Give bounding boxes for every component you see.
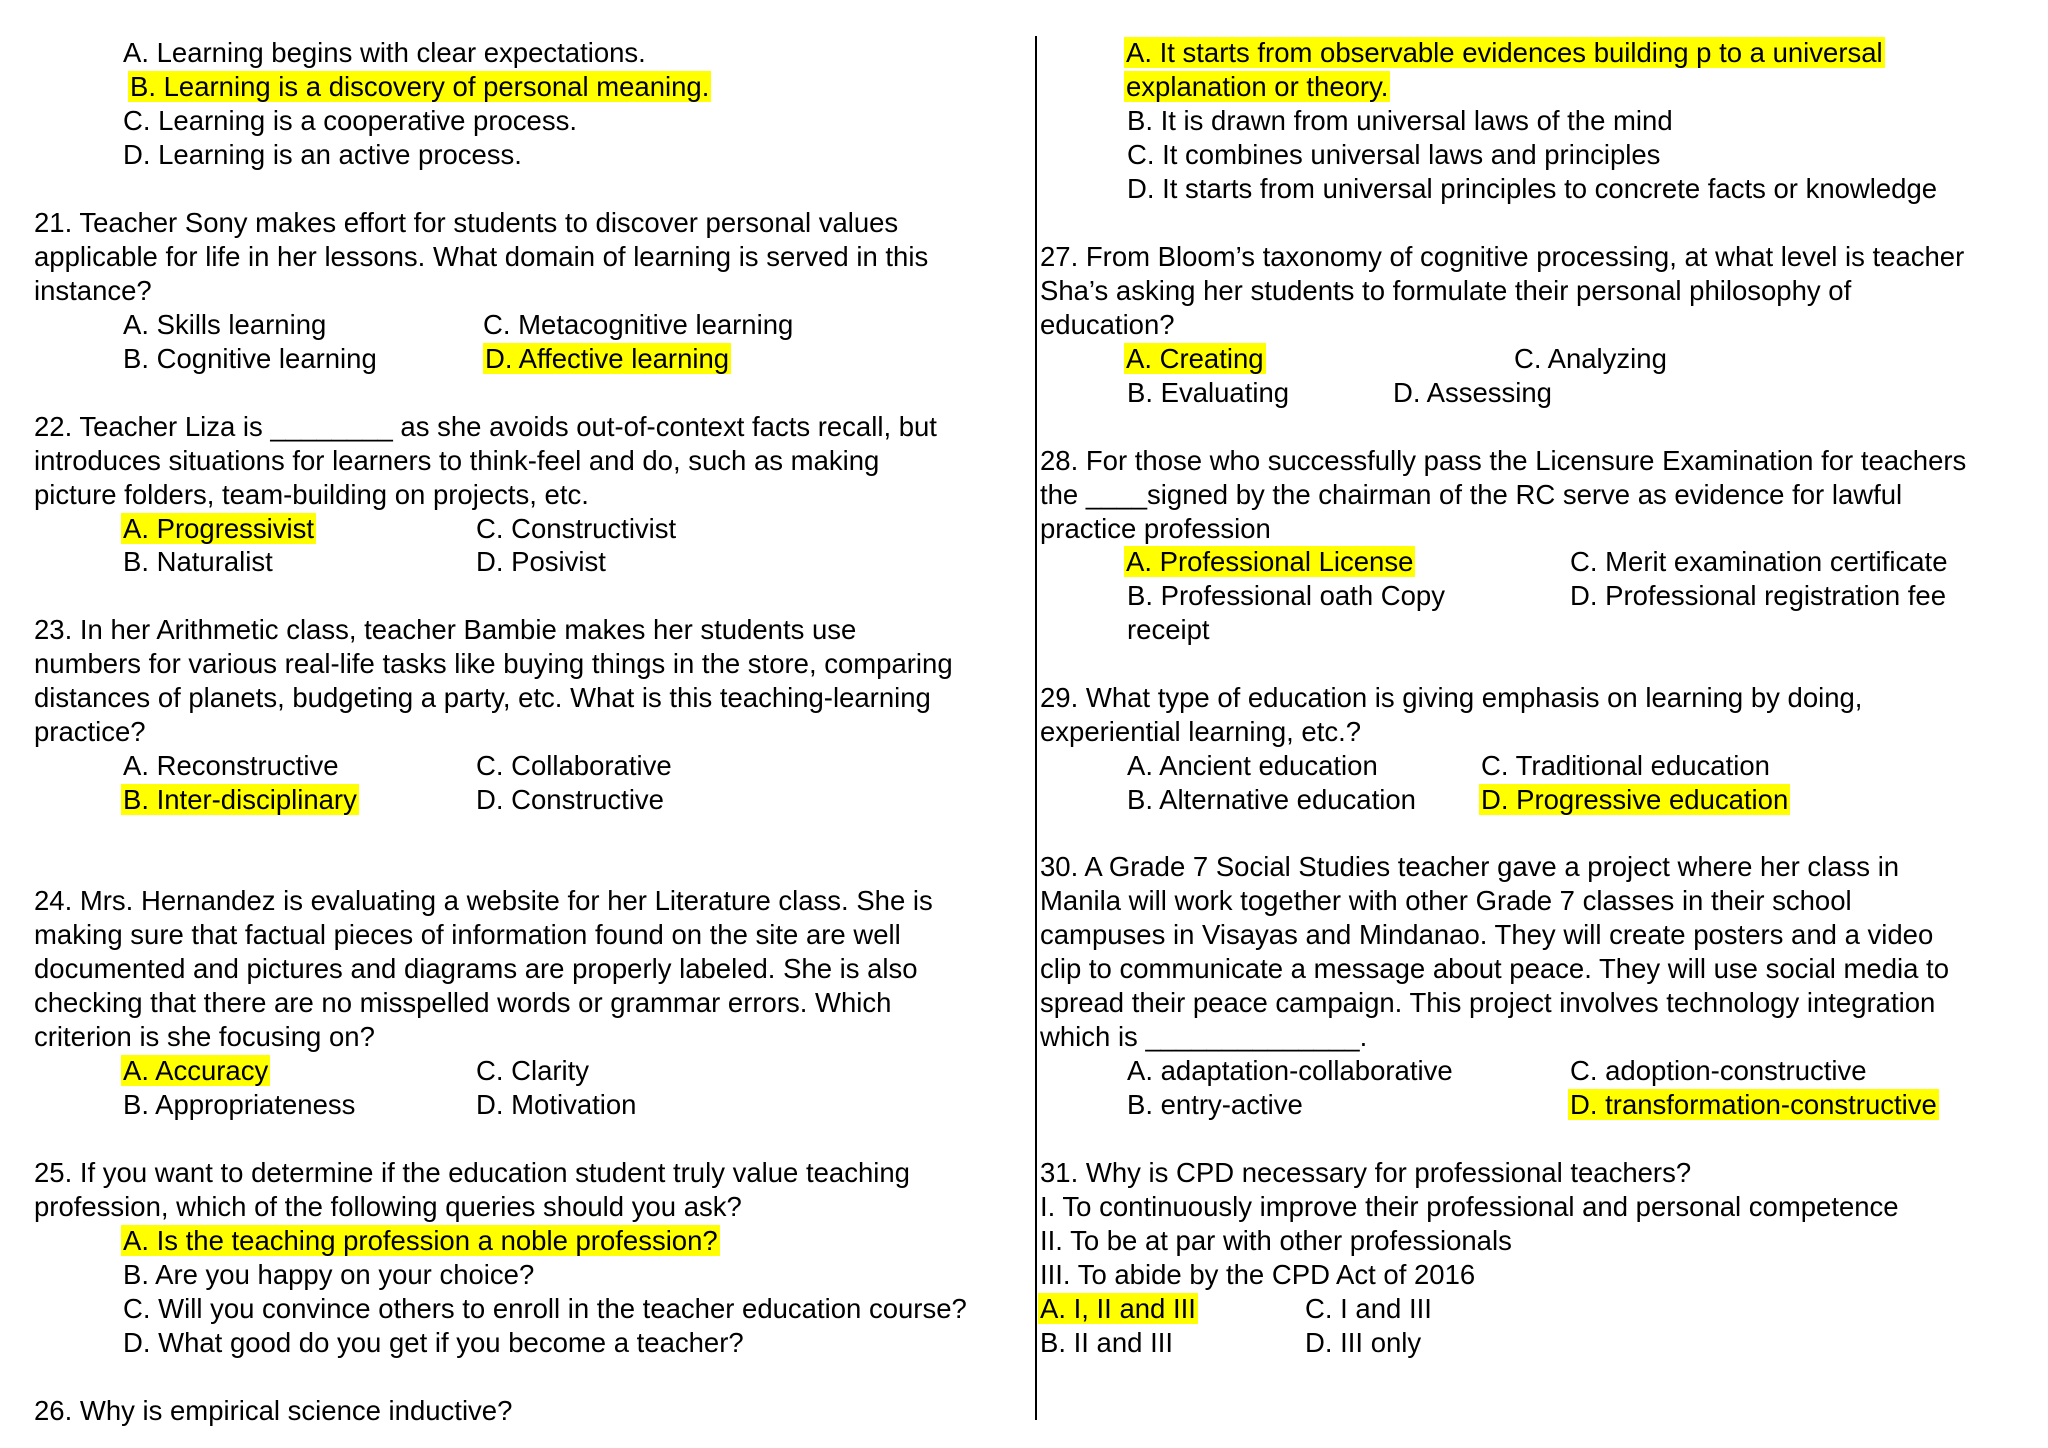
q26-option-a-line1 — [1124, 36, 1885, 70]
q23-stem-line2: numbers for various real-life tasks like buying things in the store, comparing — [34, 648, 953, 679]
q28-option-a — [1124, 545, 1415, 579]
answer-highlight: B. Learning is a discovery of personal meaning. — [130, 71, 710, 102]
q27-stem-line2: Sha’s asking her students to formulate their personal philosophy of — [1040, 275, 1852, 306]
answer-highlight: D. Progressive education — [1481, 784, 1789, 815]
q22-option-a — [121, 512, 316, 546]
q30-stem-line3: campuses in Visayas and Mindanao. They will create posters and a video — [1040, 919, 1934, 950]
q22-stem-line3: picture folders, team-building on projects, etc. — [34, 479, 589, 510]
q22-option-b: B. Naturalist — [123, 546, 273, 577]
q28-option-b-line2: receipt — [1127, 614, 1210, 645]
q21-stem-line2: applicable for life in her lessons. What domain of learning is served in this — [34, 241, 929, 272]
q21-option-a: A. Skills learning — [123, 309, 327, 340]
q28-stem-line1: 28. For those who successfully pass the Licensure Examination for teachers — [1040, 445, 1967, 476]
answer-highlight: A. I, II and III — [1040, 1293, 1196, 1324]
q24-option-d: D. Motivation — [476, 1089, 637, 1120]
q24-stem-line1: 24. Mrs. Hernandez is evaluating a website for her Literature class. She is — [34, 885, 933, 916]
answer-highlight: A. Progressivist — [123, 513, 315, 544]
q21-option-b: B. Cognitive learning — [123, 343, 377, 374]
q20-option-a: A. Learning begins with clear expectations. — [123, 37, 646, 68]
q29-option-c: C. Traditional education — [1481, 750, 1770, 781]
answer-highlight: B. Inter-disciplinary — [123, 784, 357, 815]
q23-option-d: D. Constructive — [476, 784, 664, 815]
q28-option-d: D. Professional registration fee — [1570, 580, 1947, 611]
q30-option-c: C. adoption-constructive — [1570, 1055, 1867, 1086]
q24-stem-line4: checking that there are no misspelled words or grammar errors. Which — [34, 987, 892, 1018]
q31-option-c: C. I and III — [1305, 1293, 1432, 1324]
answer-highlight: D. transformation-constructive — [1570, 1089, 1937, 1120]
q30-stem-line6: which is ______________. — [1040, 1021, 1368, 1052]
q23-option-b — [121, 783, 359, 817]
q21-option-c: C. Metacognitive learning — [483, 309, 794, 340]
q30-stem-line1: 30. A Grade 7 Social Studies teacher gave a project where her class in — [1040, 851, 1900, 882]
q21-stem-line1: 21. Teacher Sony makes effort for students to discover personal values — [34, 207, 899, 238]
q30-stem-line2: Manila will work together with other Grade 7 classes in their school — [1040, 885, 1852, 916]
q25-option-d: D. What good do you get if you become a teacher? — [123, 1327, 744, 1358]
q24-stem-line3: documented and pictures and diagrams are properly labeled. She is also — [34, 953, 918, 984]
q29-stem-line1: 29. What type of education is giving emphasis on learning by doing, — [1040, 682, 1863, 713]
q21-stem-line3: instance? — [34, 275, 152, 306]
q31-item-i: I. To continuously improve their professional and personal competence — [1040, 1191, 1899, 1222]
q26-stem-line1: 26. Why is empirical science inductive? — [34, 1395, 513, 1426]
q23-stem-line4: practice? — [34, 716, 146, 747]
q27-stem-line3: education? — [1040, 309, 1175, 340]
q24-stem-line5: criterion is she focusing on? — [34, 1021, 375, 1052]
q23-option-c: C. Collaborative — [476, 750, 672, 781]
q30-option-d — [1568, 1088, 1939, 1122]
q29-option-b: B. Alternative education — [1127, 784, 1416, 815]
q21-option-d — [483, 342, 731, 376]
q22-option-d: D. Posivist — [476, 546, 606, 577]
q25-option-a — [121, 1224, 720, 1258]
q25-stem-line1: 25. If you want to determine if the education student truly value teaching — [34, 1157, 910, 1188]
answer-highlight: A. Creating — [1126, 343, 1264, 374]
q31-option-d: D. III only — [1305, 1327, 1422, 1358]
q30-option-a: A. adaptation-collaborative — [1127, 1055, 1453, 1086]
q27-option-a — [1124, 342, 1266, 376]
q27-option-c: C. Analyzing — [1514, 343, 1667, 374]
q31-option-b: B. II and III — [1040, 1327, 1173, 1358]
answer-highlight: A. Professional License — [1126, 546, 1414, 577]
q28-stem-line3: practice profession — [1040, 513, 1271, 544]
q20-option-d: D. Learning is an active process. — [123, 139, 522, 170]
answer-highlight: A. It starts from observable evidences building p to a universal — [1126, 37, 1883, 68]
q24-option-a — [121, 1054, 270, 1088]
q25-stem-line2: profession, which of the following queries should you ask? — [34, 1191, 742, 1222]
q20-option-b — [128, 70, 711, 104]
answer-highlight: D. Affective learning — [485, 343, 730, 374]
q30-stem-line5: spread their peace campaign. This project involves technology integration — [1040, 987, 1936, 1018]
answer-highlight: A. Accuracy — [123, 1055, 269, 1086]
q26-option-d: D. It starts from universal principles to concrete facts or knowledge — [1127, 173, 1938, 204]
q25-option-c: C. Will you convince others to enroll in the teacher education course? — [123, 1293, 967, 1324]
q31-item-ii: II. To be at par with other professionals — [1040, 1225, 1512, 1256]
q27-option-b: B. Evaluating — [1127, 377, 1290, 408]
q30-option-b: B. entry-active — [1127, 1089, 1303, 1120]
q28-stem-line2: the ____signed by the chairman of the RC serve as evidence for lawful — [1040, 479, 1903, 510]
q30-stem-line4: clip to communicate a message about peace. They will use social media to — [1040, 953, 1949, 984]
q28-option-c: C. Merit examination certificate — [1570, 546, 1948, 577]
q29-stem-line2: experiential learning, etc.? — [1040, 716, 1362, 747]
q27-option-d: D. Assessing — [1393, 377, 1552, 408]
q24-option-b: B. Appropriateness — [123, 1089, 356, 1120]
q24-stem-line2: making sure that factual pieces of information found on the site are well — [34, 919, 901, 950]
q23-stem-line3: distances of planets, budgeting a party, etc. What is this teaching-learning — [34, 682, 931, 713]
q29-option-a: A. Ancient education — [1127, 750, 1378, 781]
answer-highlight: explanation or theory. — [1126, 71, 1389, 102]
q29-option-d — [1479, 783, 1790, 817]
q27-stem-line1: 27. From Bloom’s taxonomy of cognitive processing, at what level is teacher — [1040, 241, 1965, 272]
q20-option-c: C. Learning is a cooperative process. — [123, 105, 577, 136]
q26-option-c: C. It combines universal laws and principles — [1127, 139, 1661, 170]
column-divider — [1035, 36, 1037, 1420]
q26-option-a-line2 — [1124, 70, 1390, 104]
q31-item-iii: III. To abide by the CPD Act of 2016 — [1040, 1259, 1476, 1290]
answer-highlight: A. Is the teaching profession a noble profession? — [123, 1225, 718, 1256]
q22-stem-line1: 22. Teacher Liza is ________ as she avoids out-of-context facts recall, but — [34, 411, 937, 442]
q22-stem-line2: introduces situations for learners to think-feel and do, such as making — [34, 445, 880, 476]
q24-option-c: C. Clarity — [476, 1055, 590, 1086]
q22-option-c: C. Constructivist — [476, 513, 677, 544]
q23-option-a: A. Reconstructive — [123, 750, 339, 781]
q31-option-a — [1038, 1292, 1198, 1326]
q25-option-b: B. Are you happy on your choice? — [123, 1259, 535, 1290]
q26-option-b: B. It is drawn from universal laws of the mind — [1127, 105, 1673, 136]
q28-option-b-line1: B. Professional oath Copy — [1127, 580, 1445, 611]
q31-stem-line1: 31. Why is CPD necessary for professional teachers? — [1040, 1157, 1692, 1188]
q23-stem-line1: 23. In her Arithmetic class, teacher Bambie makes her students use — [34, 614, 857, 645]
